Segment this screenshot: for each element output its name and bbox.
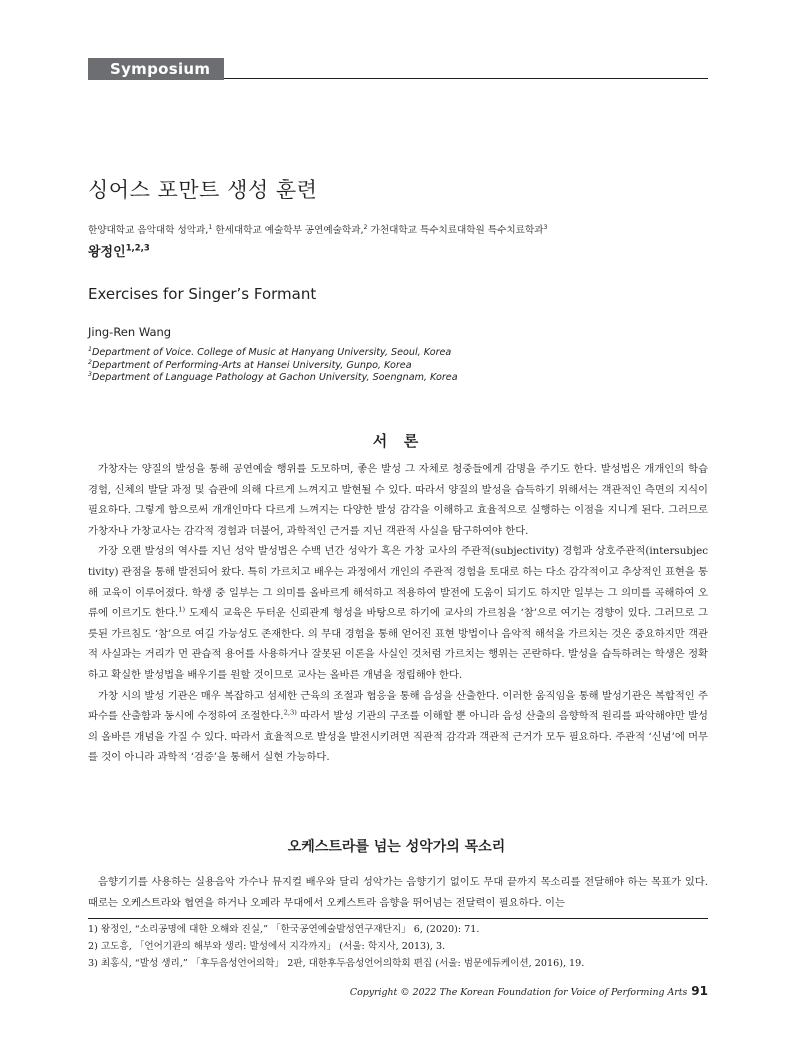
english-affiliations [88, 347, 458, 385]
section2-body [88, 872, 708, 913]
english-affiliation [88, 372, 458, 385]
paragraph-text: 도제식 교육은 두터운 신뢰관계 형성을 바탕으로 하기에 교사의 가르침을 ‘참’으로 여기는 경향이 있다. 그러므로 그릇된 가르침도 ‘참’으로 여길 가능성도 존재한다. 의 무대 경험을 통해 얻어진 표현 방법이나 음악적 해석을 가르치는 것은 중요하지만 객관적 사실과는 거리가 먼 관습적 용어를 사용하거나 잘못된 이론을 사실인 것처럼 가르치는 행위는 곤란하다. 발성을 습득하려는 학생은 정확하고 확실한 발성법을 배우기를 원할 것이므로 교사는 올바른 개념을 정립해야 한다. [88, 607, 708, 681]
paragraph: 가창자는 양질의 발성을 통해 공연예술 행위를 도모하며, 좋은 발성 그 자체로 청중들에게 감명을 주기도 한다. 발성법은 개개인의 학습 경험, 신체의 발달 과정 및 습관에 의해 다르게 느껴지고 발현될 수 있다. 따라서 양질의 발성을 습득하기 위해서는 객관적인 측면의 지식이 필요하다. 그렇게 함으로써 개개인마다 다르게 느껴지는 다양한 발성 감각을 이해하고 효율적으로 실행하는 이점을 지니게 된다. 그러므로 가창자나 가창교사는 감각적 경험과 더불어, 과학적인 근거를 지닌 객관적 사실을 탐구하여야 한다. [88, 463, 708, 537]
english-affiliation-sup: 1 [88, 345, 92, 353]
english-affiliation [88, 347, 458, 360]
footnote: 1) 왕정인, “소리공명에 대한 오해와 진실,” 「한국공연예술발성연구재단지」 6, (2020): 71. [88, 924, 480, 935]
footnote: 3) 최홍식, “발성 생리,” 「후두음성언어의학」 2판, 대한후두음성언어의학회 편집 (서울: 범문에듀케이션, 2016), 19. [88, 958, 585, 969]
korean-author-sup: 1,2,3 [125, 242, 150, 253]
affiliation-3-sup: 3 [543, 223, 548, 231]
english-title: Exercises for Singer’s Formant [88, 285, 317, 303]
page-number: 91 [691, 984, 708, 998]
footnote-rule [88, 918, 708, 919]
paragraph-text: 따라서 발성 기관의 구조를 이해할 뿐 아니라 음성 산출의 음향학적 원리를 파악해야만 발성의 올바른 개념을 가질 수 있다. 따라서 효율적으로 발성을 발전시키려면 직관적 감각과 객관적 근거가 모두 필요하다. 주관적 ‘신념’에 머무를 것이 아니라 과학적 ‘검증’을 통해서 실현 가능하다. [88, 710, 708, 764]
footnote: 2) 고도흥, 「언어기관의 해부와 생리: 발성에서 지각까지」 (서울: 학지사, 2013), 3. [88, 941, 446, 952]
affiliation-1: 한양대학교 음악대학 성악과, [88, 225, 209, 236]
paragraph-text: 가창 시의 발성 기관은 매우 복잡하고 섬세한 근육의 조절과 협응을 통해 음성을 산출한다. 이러한 움직임을 통해 발성기관은 복합적인 주파수를 산출함과 동시에 수정하여 조절한다. [88, 689, 708, 723]
footnote-ref: 2,3) [283, 708, 297, 717]
affiliation-3: 가천대학교 특수치료대학원 특수치료학과 [367, 225, 544, 236]
affiliation-1-sup: 1 [208, 223, 213, 231]
english-affiliation-sup: 2 [88, 358, 92, 366]
english-author: Jing-Ren Wang [88, 325, 172, 339]
english-affiliation-sup: 3 [88, 370, 92, 378]
copyright-notice: Copyright © 2022 The Korean Foundation for Voice of Performing Arts [349, 987, 688, 998]
footnote-ref: 1) [178, 605, 186, 614]
korean-affiliations [88, 222, 547, 236]
korean-author-name: 왕정인 [88, 245, 126, 260]
paragraph [88, 541, 708, 685]
paragraph: 음향기기를 사용하는 실용음악 가수나 뮤지컬 배우와 달리 성악가는 음향기기 없이도 무대 끝까지 목소리를 전달해야 하는 목표가 있다. 때로는 오케스트라와 협연을 하거나 오페라 무대에서 오케스트라 음향을 뛰어넘는 전달력이 필요하다. 이는 [88, 876, 708, 909]
paragraph [88, 686, 708, 768]
banner-rule [224, 78, 708, 79]
paragraph-text: 가장 오랜 발성의 역사를 지닌 성악 발성법은 수백 년간 성악가 혹은 가창 교사의 주관적(subjectivity) 경험과 상호주관적(intersubjectivity) 관점을 통해 발전되어 왔다. 특히 가르치고 배우는 과정에서 개인의 주관적 경험을 토대로 하는 다소 감각적이고 추상적인 표현을 통해 교육이 이루어졌다. 학생 중 일부는 그 의미를 올바르게 해석하고 적용하여 발전에 도움이 되기도 하지만 일부는 그 의미를 곡해하여 오류에 이르기도 한다. [88, 545, 708, 620]
affiliation-2: 한세대학교 예술학부 공연예술학과, [212, 225, 364, 236]
page-footer [350, 980, 708, 999]
introduction-body [88, 459, 708, 768]
footnotes [88, 921, 708, 972]
korean-author [88, 241, 150, 260]
english-affiliation-text: Department of Performing-Arts at Hansei University, Gunpo, Korea [91, 359, 412, 371]
korean-title: 싱어스 포만트 생성 훈련 [88, 178, 318, 202]
affiliation-2-sup: 2 [363, 223, 368, 231]
section-heading-voice-over-orchestra: 오케스트라를 넘는 성악가의 목소리 [287, 839, 506, 855]
section-banner [88, 58, 708, 80]
english-affiliation-text: Department of Voice. College of Music at Hanyang University, Seoul, Korea [91, 347, 452, 358]
banner-label: Symposium [110, 60, 211, 78]
section-heading-introduction: 서 론 [372, 432, 421, 450]
english-affiliation-text: Department of Language Pathology at Gachon University, Soengnam, Korea [91, 372, 458, 383]
english-affiliation [88, 360, 458, 373]
